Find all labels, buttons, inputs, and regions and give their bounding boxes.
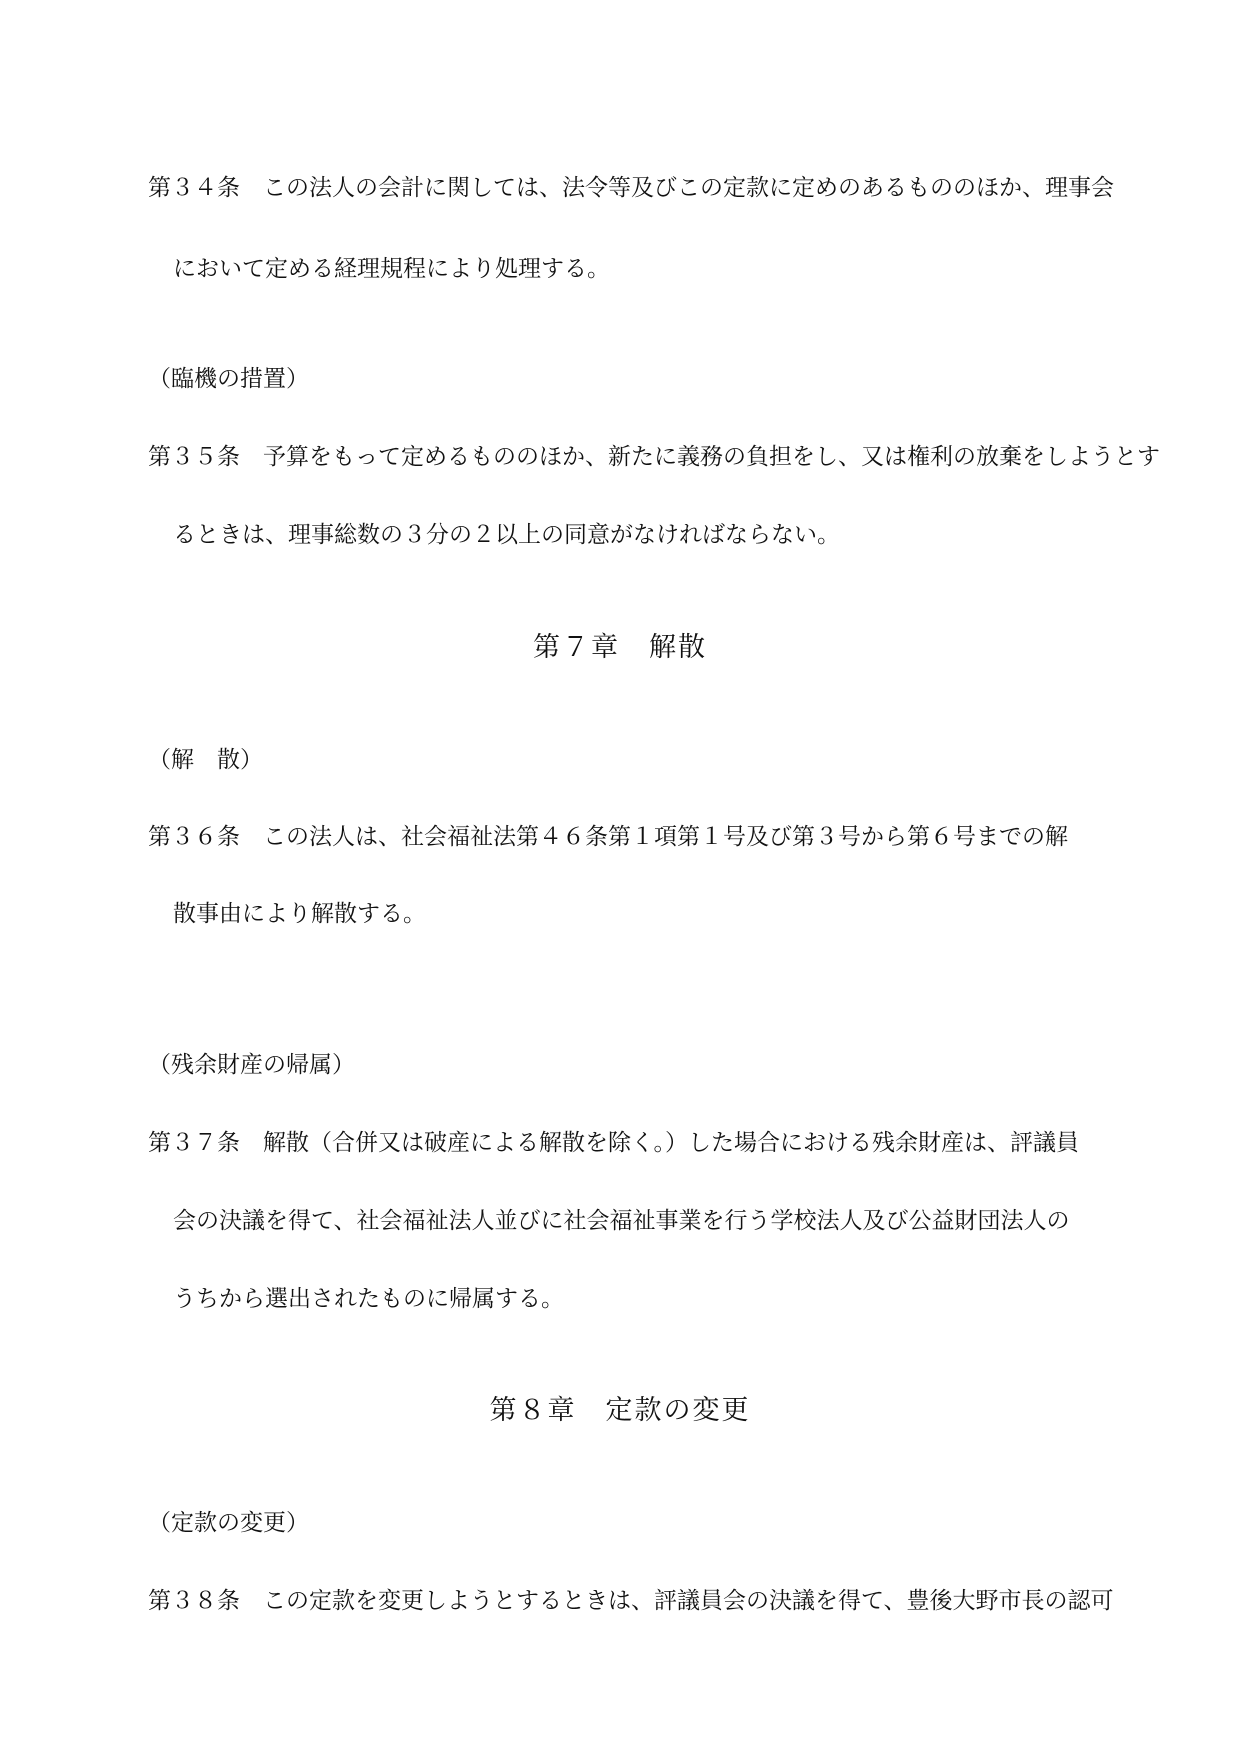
caption-residual-assets: （残余財産の帰属） [148,1052,355,1078]
article-36-line-2: 散事由により解散する。 [173,901,426,927]
article-37-line-1: 第３７条 解散（合併又は破産による解散を除く。）した場合における残余財産は、評議員 [148,1130,1080,1156]
chapter-8-heading: 第８章 定款の変更 [489,1395,751,1426]
article-34-line-1: 第３４条 この法人の会計に関しては、法令等及びこの定款に定めのあるもののほか、理事会 [148,175,1114,201]
caption-articles-amendment: （定款の変更） [148,1510,309,1536]
article-37-line-3: うちから選出されたものに帰属する。 [173,1286,564,1312]
article-35-line-2: るときは、理事総数の３分の２以上の同意がなければならない。 [173,522,840,548]
caption-emergency-measures: （臨機の措置） [148,366,309,392]
article-35-line-1: 第３５条 予算をもって定めるもののほか、新たに義務の負担をし、又は権利の放棄をしようとす [148,444,1160,470]
article-38-line-1: 第３８条 この定款を変更しようとするときは、評議員会の決議を得て、豊後大野市長の認可 [148,1588,1114,1614]
caption-dissolution: （解 散） [148,747,263,773]
chapter-7-heading: 第７章 解散 [533,632,707,663]
article-36-line-1: 第３６条 この法人は、社会福祉法第４６条第１項第１号及び第３号から第６号までの解 [148,824,1068,850]
article-34-line-2: において定める経理規程により処理する。 [173,256,610,282]
article-37-line-2: 会の決議を得て、社会福祉法人並びに社会福祉事業を行う学校法人及び公益財団法人の [173,1208,1070,1234]
